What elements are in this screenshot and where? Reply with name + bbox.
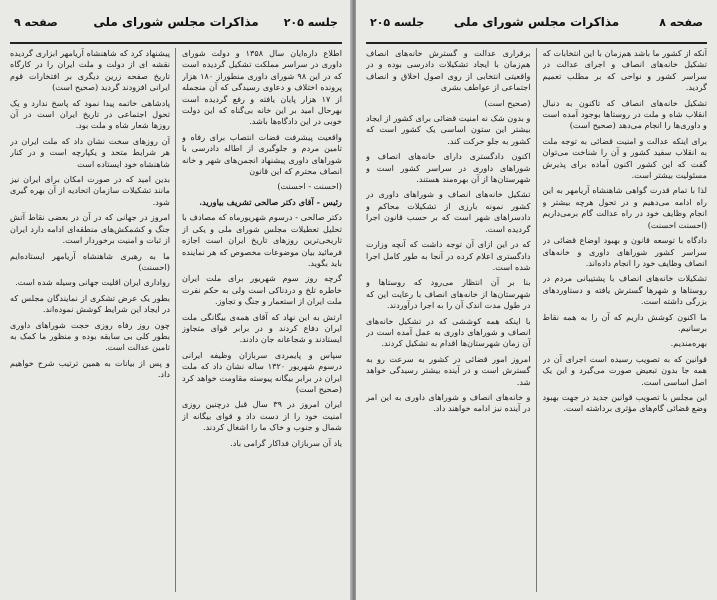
paragraph: ما به رهبری شاهنشاه آریامهر ایستاده‌ایم (احسنت) — [10, 250, 170, 272]
paragraph: بدین امید که در صورت امکان برای ایران نیز مانند تشکیلات سازمان اتحادیه از آن بهره گیری شود. — [10, 174, 170, 207]
paragraph: گرچه روز سوم شهریور برای ملت ایران خاطره تلخ و دردناکی است ولی به حکم نفرت ملت ایران از استعمار و جنگ و تجاوز. — [182, 273, 342, 307]
paragraph: که در این ازای آن توجه داشت که آنچه وزارت دادگستری اعلام کرده در آنجا به طور کامل اجرا شده است. — [366, 239, 531, 272]
paragraph: واقعیت پیشرفت قضات انتصاب برای رفاه و تامین مردم و جلوگیری از اطاله دادرسی با شوراهای داوری پیشنهاد انجمن‌های شهر و خانه انصاف محترم که این قانون — [182, 131, 342, 177]
paragraph: اکنون دادگستری دارای خانه‌های انصاف و شوراهای داوری در سراسر کشور است و شهرستان‌ها از آن بهره‌مند هستند. — [366, 151, 531, 185]
paragraph: دادگاه با توسعه قانون و بهبود اوضاع قضائی در سراسر کشور شوراهای داوری و خانه‌های انصاف وظایف خود را انجام داده‌اند. — [542, 235, 707, 268]
paragraph: ایران امروز در ۳۹ سال قبل درچنین روزی امنیت خود را از دست داد و قوای بیگانه از شمال و جنوب و خاک ما را اشغال کردند. — [182, 399, 342, 433]
left-page-columns — [10, 48, 342, 592]
column-divider — [536, 48, 537, 592]
paragraph: بهره‌مندیم. — [670, 338, 707, 349]
paragraph: و خانه‌های انصاف و شوراهای داوری به این امر در آینده نیز ادامه خواهند داد. — [366, 391, 531, 414]
right-page-title: مذاکرات مجلس شورای ملی — [453, 15, 620, 29]
paragraph: و بدون شک نه امنیت قضائی برای کشور از ایجاد بیشتر این ستون اساسی یک کشور است که کشور به جلو حرکت کند. — [366, 113, 531, 146]
paragraph: آنکه از کشور ما باشد هم‌زمان با این انتخابات که تشکیل خانه‌های انصاف و اجرای عدالت در سراسر کشور و نواحی که بر مطلب تعمیم گردید. — [542, 48, 707, 93]
paragraph: ارتش به این نهاد که آقای همه‌ی بیگانگی ملت ایران دفاع کردند و در برابر قوای متجاوز ایستادند و شجاعانه جان دادند. — [182, 311, 342, 345]
right-page-columns — [366, 48, 707, 592]
paragraph: (صحیح است) — [484, 97, 531, 108]
paragraph: یاد آن سربازان فداکار گرامی باد. — [230, 437, 342, 448]
left-page-column-right — [182, 48, 342, 592]
right-page-number: صفحه ۸ — [659, 16, 703, 29]
right-page-column-right — [543, 48, 708, 592]
paragraph: آن روزهای سخت نشان داد که ملت ایران در هر شرایط متحد و یکپارچه است و در کنار شاهنشاه خود ایستاده است — [10, 135, 170, 169]
left-page-number: صفحه ۹ — [14, 16, 58, 29]
paragraph: پیشنهاد کرد که شاهنشاه آریامهر ابزاری گردیده نقشه ای از دولت و ملت ایران را در کارگاه تاریخ صفحه زرین دیگری بر افتخارات قوم ایرانی افزودند گردید (صحیح است) — [10, 48, 170, 93]
paragraph: لذا با تمام قدرت گواهی شاهنشاه آریامهر به این راه ادامه می‌دهیم و در تحول هرچه بیشتر و انجام وظایف خود در راه عدالت گام برمی‌داریم (احسنت احسنت) — [542, 185, 707, 230]
paragraph: و پس از بیانات به همین ترتیب شرح خواهیم داد. — [10, 357, 170, 380]
paragraph: با اینکه همه کوششی که در تشکیل خانه‌های انصاف و شوراهای داوری به عمل آمده است در آن زمان شهرستان‌ها اقدام به تشکیل کردند. — [366, 315, 531, 349]
paragraph: رواداری ایران اقلیت جهانی وسیله شده است. — [15, 277, 170, 288]
paragraph: امروز در جهانی که در آن در بعضی نقاط آتش جنگ و کشمکش‌های منطقه‌ای ادامه دارد ایران از ثبات و امنیت برخوردار است. — [10, 212, 170, 246]
left-session-label: جلسه ۲۰۵ — [283, 16, 338, 29]
paragraph: (احسنت - احسنت) — [277, 181, 342, 192]
paragraph: چون روز رفاه روزی حجت شوراهای داوری بطور کلی بی سابقه بوده و منظور ما کمک به تامین عدالت است. — [10, 319, 170, 353]
column-divider — [175, 48, 176, 592]
paragraph: این مجلس با تصویب قوانین جدید در جهت بهبود وضع قضائی گام‌های مؤثری برداشته است. — [542, 391, 707, 414]
paragraph: برقراری عدالت و گسترش خانه‌های انصاف هم‌زمان با ایجاد تشکیلات دادرسی بوده و در واقعیتی انتخابی از روی اصول اخلاق و انصاف اجتماعی از عواطف بشری — [366, 48, 531, 93]
paragraph: تشکیل خانه‌های انصاف که تاکنون به دنبال انقلاب شاه و ملت در روستاها بوجود آمده است و داوری‌ها را انجام می‌دهد (صحیح است) — [542, 97, 707, 131]
speaker-paragraph: رئیس - آقای دکتر صالحی تشریف بیاورید. — [199, 196, 342, 207]
paragraph: تشکیل خانه‌های انصاف و شوراهای داوری در کشور نمونه بارزی از تشکیلات محاکم و دادسراهای شهر است که بر حسب قانون اجرا گردیده است. — [366, 189, 531, 234]
paragraph: سپاس و پایمردی سربازان وظیفه ایرانی درسوم شهریور ۱۳۲۰ ساله نشان داد که ملت ایران در برابر بیگانه پیوسته مقاومت خواهد کرد (صحیح است) — [182, 349, 342, 394]
paragraph: بنا بر آن انتظار می‌رود که روستاها و شهرستان‌ها از خانه‌های انصاف با رعایت این که در طول مدت اندک آن را به اجرا درآوردند. — [366, 277, 531, 311]
right-page — [356, 0, 717, 600]
paragraph: قوانین که به تصویب رسیده است اجرای آن در همه جا بدون تبعیض صورت می‌گیرد و این یک اصل اساسی است. — [542, 353, 707, 387]
paragraph: ما اکنون کوشش داریم که آن را به همه نقاط برسانیم. — [542, 311, 707, 333]
left-page-column-left — [10, 48, 170, 592]
left-page-header — [10, 12, 342, 44]
speaker-paragraph: دکتر صالحی - درسوم شهریورماه که مصادف با تحلیل تعطیلات مجلس شورای ملی و یکی از تاریخی‌ترین روزهای تاریخ ایران است اجازه فرمائید بیان موضوعات مخصوص که هر نماینده باید بگوید. — [182, 212, 342, 268]
paragraph: تشکیلات خانه‌های انصاف با پشتیبانی مردم در روستاها و شهرها گسترش یافته و دستاوردهای بزرگی داشته است. — [542, 273, 707, 307]
left-page — [0, 0, 352, 600]
right-session-label: جلسه ۲۰۵ — [370, 16, 425, 29]
paragraph: بطور یک عرض تشکری از نمایندگان مجلس که در ایجاد این شرایط کوشش نموده‌اند. — [10, 292, 170, 315]
paragraph: پادشاهی خاتمه پیدا نمود که پاسخ ندارد و یک تحول اجتماعی در تاریخ ایران است در آن روزها شعار شاه و ملت بود. — [10, 97, 170, 131]
paragraph: برای اینکه عدالت و امنیت قضائی به توجه ملت به انقلاب سفید کشور و آن را شناخت می‌توان گفت که این کشور اکنون آماده برای پذیرش مسئولیت بیشتر است. — [542, 135, 707, 181]
paragraph: امروز امور قضائی در کشور به سرعت رو به گسترش است و در آینده بیشتر رسیدگی خواهد شد. — [366, 353, 531, 387]
right-page-header — [366, 12, 707, 44]
left-page-title: مذاکرات مجلس شورای ملی — [93, 15, 259, 29]
paragraph: اطلاع داره‌ایان سال ۱۳۵۸ و دولت شورای داوری در سراسر مملکت تشکیل گردیده است که در این ۹۸ شورای داوری منطوراز ۱۸۰ هزار پرونده اختلاف و دعاوی رسیدگی که آن منجمله از ۱۷ هزار پایان یافته و رفع گردیده است بهرحال امید بر این خانه بی‌گناه که این دولت خوبی در این دادگاه‌ها باشد. — [182, 48, 342, 127]
right-page-column-left — [366, 48, 531, 592]
